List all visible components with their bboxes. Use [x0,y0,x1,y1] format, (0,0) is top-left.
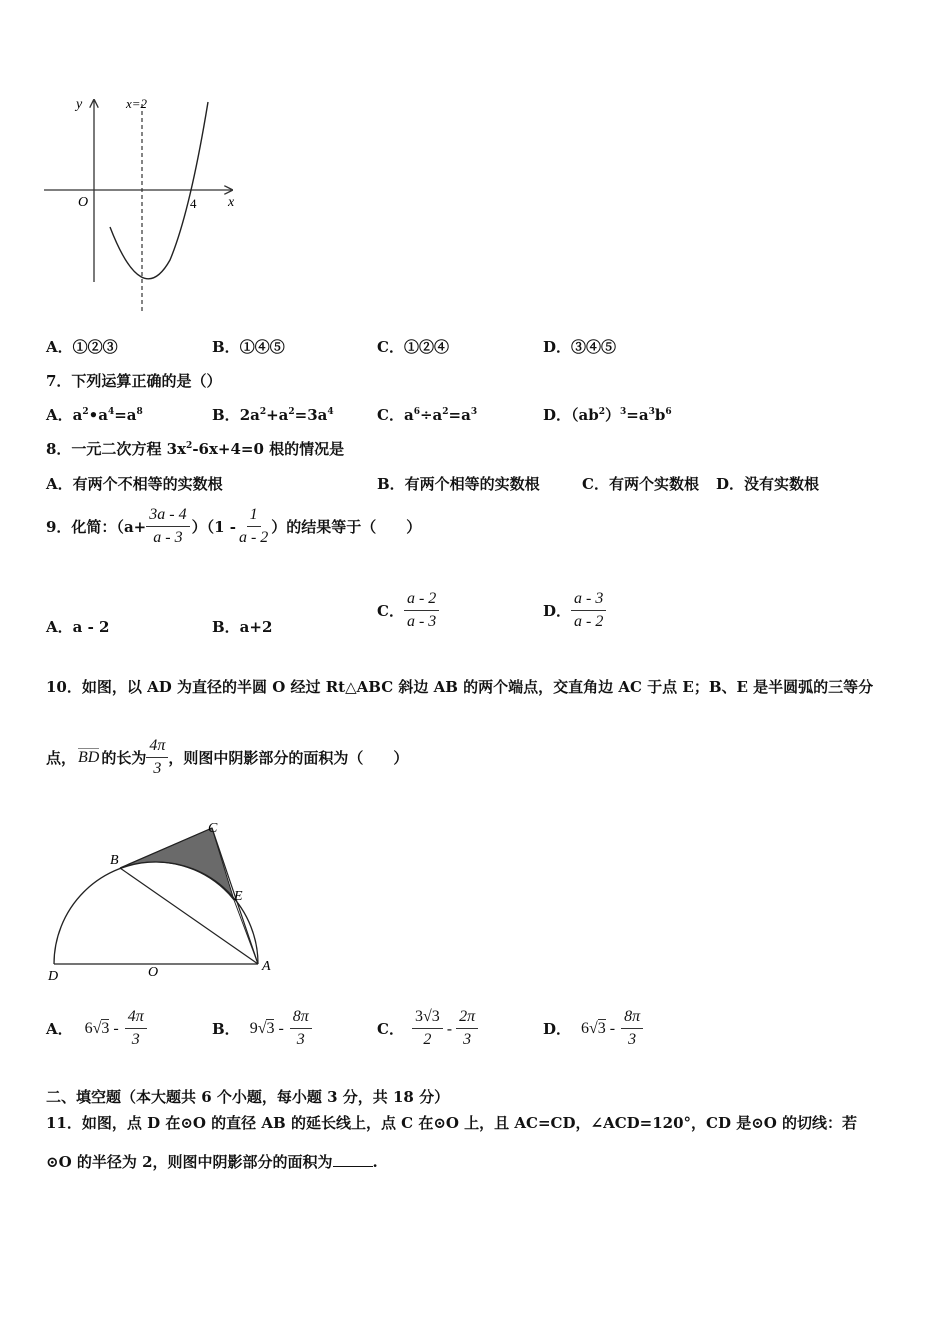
q10-stem-line2: 点， BD 的长为 $\frac{4\pi}{3}$ ，则图中阴影部分的面积为（ ） [46,737,409,777]
q6-option-b[interactable]: B．①④⑤ [212,338,285,356]
origin-label: O [78,195,89,210]
q10-option-c[interactable]: C． $\frac{3√3}{2}$ - $\frac{2\pi}{3}$ [377,1008,478,1049]
section-2-title: 二、填空题（本大题共 6 个小题，每小题 3 分，共 18 分） [46,1088,450,1106]
q10-c-fraction-1: $\frac{3√3}{2}$ [412,1008,443,1049]
q9-stem: 9．化简：（a+ $\frac{3a - 4}{a - 3}$ ）（1 - $\frac{1}{a - 2}$ ）的结果等于（ ） [46,506,422,546]
q10-option-a[interactable]: A． 6√3 - $\frac{4\pi}{3}$ [46,1008,147,1049]
q10-b-fraction: $\frac{8\pi}{3}$ [290,1008,312,1049]
q9-option-b[interactable]: B．a+2 [212,618,273,636]
arc-bd: BD [78,749,100,766]
q6-option-d[interactable]: D．③④⑤ [543,338,617,356]
q9-c-fraction: $\frac{a - 2}{a - 3}$ [404,590,439,631]
segment-ea [234,900,258,964]
point-e-label: E [234,889,243,904]
q7-option-c[interactable]: C．$a^6\div a^2=a^3$ [377,406,478,424]
q8-option-c[interactable]: C．有两个实数根 [582,475,699,493]
q11-stem-line1: 11．如图，点 D 在⊙O 的直径 AB 的延长线上，点 C 在⊙O 上，且 AC=CD，∠ACD=120°，CD 是⊙O 的切线：若 [46,1114,858,1132]
q10-option-d[interactable]: D． 6√3 - $\frac{8\pi}{3}$ [543,1008,643,1049]
root-label: 4 [190,196,197,211]
q10-d-fraction: $\frac{8\pi}{3}$ [621,1008,643,1049]
q9-fraction-2: $\frac{1}{a - 2}$ [238,506,269,546]
q6-option-c[interactable]: C．①②④ [377,338,449,356]
q11-stem-line2: ⊙O 的半径为 2，则图中阴影部分的面积为 . [46,1153,378,1171]
q10-c-fraction-2: $\frac{2\pi}{3}$ [456,1008,478,1049]
q9-d-fraction: $\frac{a - 3}{a - 2}$ [571,590,606,631]
q9-option-d[interactable]: D． $\frac{a - 3}{a - 2}$ [543,590,606,631]
x-label: x [228,195,235,210]
q9-option-c[interactable]: C． $\frac{a - 2}{a - 3}$ [377,590,439,631]
q7-option-b[interactable]: B．$2a^2+a^2=3a^4$ [212,406,334,424]
y-label: y [76,97,83,112]
q10-option-b[interactable]: B． 9√3 - $\frac{8\pi}{3}$ [212,1008,312,1049]
arc-length-fraction: $\frac{4\pi}{3}$ [146,737,168,778]
q9-fraction-1: $\frac{3a - 4}{a - 3}$ [146,506,189,547]
q6-option-a[interactable]: A．①②③ [46,338,118,356]
answer-blank[interactable] [333,1154,373,1167]
point-c-label: C [208,821,218,836]
q8-option-a[interactable]: A．有两个不相等的实数根 [46,475,223,493]
q9-option-a[interactable]: A．a - 2 [46,618,110,636]
point-b-label: B [110,853,119,868]
q8-stem: 8．一元二次方程 $3x^2-6x+4=0$ 根的情况是 [46,440,345,458]
q7-option-d[interactable]: D．$(ab^2)^3=a^3b^6$ [543,406,672,424]
q7-option-a[interactable]: A．$a^2•a^4=a^8$ [46,406,143,424]
q8-option-d[interactable]: D．没有实数根 [716,475,820,493]
q10-a-fraction: $\frac{4\pi}{3}$ [125,1008,147,1049]
symmetry-label: x=2 [126,96,148,111]
segment-ab [120,868,258,964]
q10-stem-line1: 10．如图，以 AD 为直径的半圆 O 经过 Rt△ABC 斜边 AB 的两个端点，交直角边 AC 于点 E；B、E 是半圆弧的三等分 [46,678,874,696]
point-o-label: O [148,965,159,980]
q7-stem: 7．下列运算正确的是（） [46,372,222,390]
parabola-graph [40,92,250,320]
semicircle-figure [40,816,285,986]
point-d-label: D [48,969,59,984]
q8-option-b[interactable]: B．有两个相等的实数根 [377,475,540,493]
point-a-label: A [262,959,271,974]
